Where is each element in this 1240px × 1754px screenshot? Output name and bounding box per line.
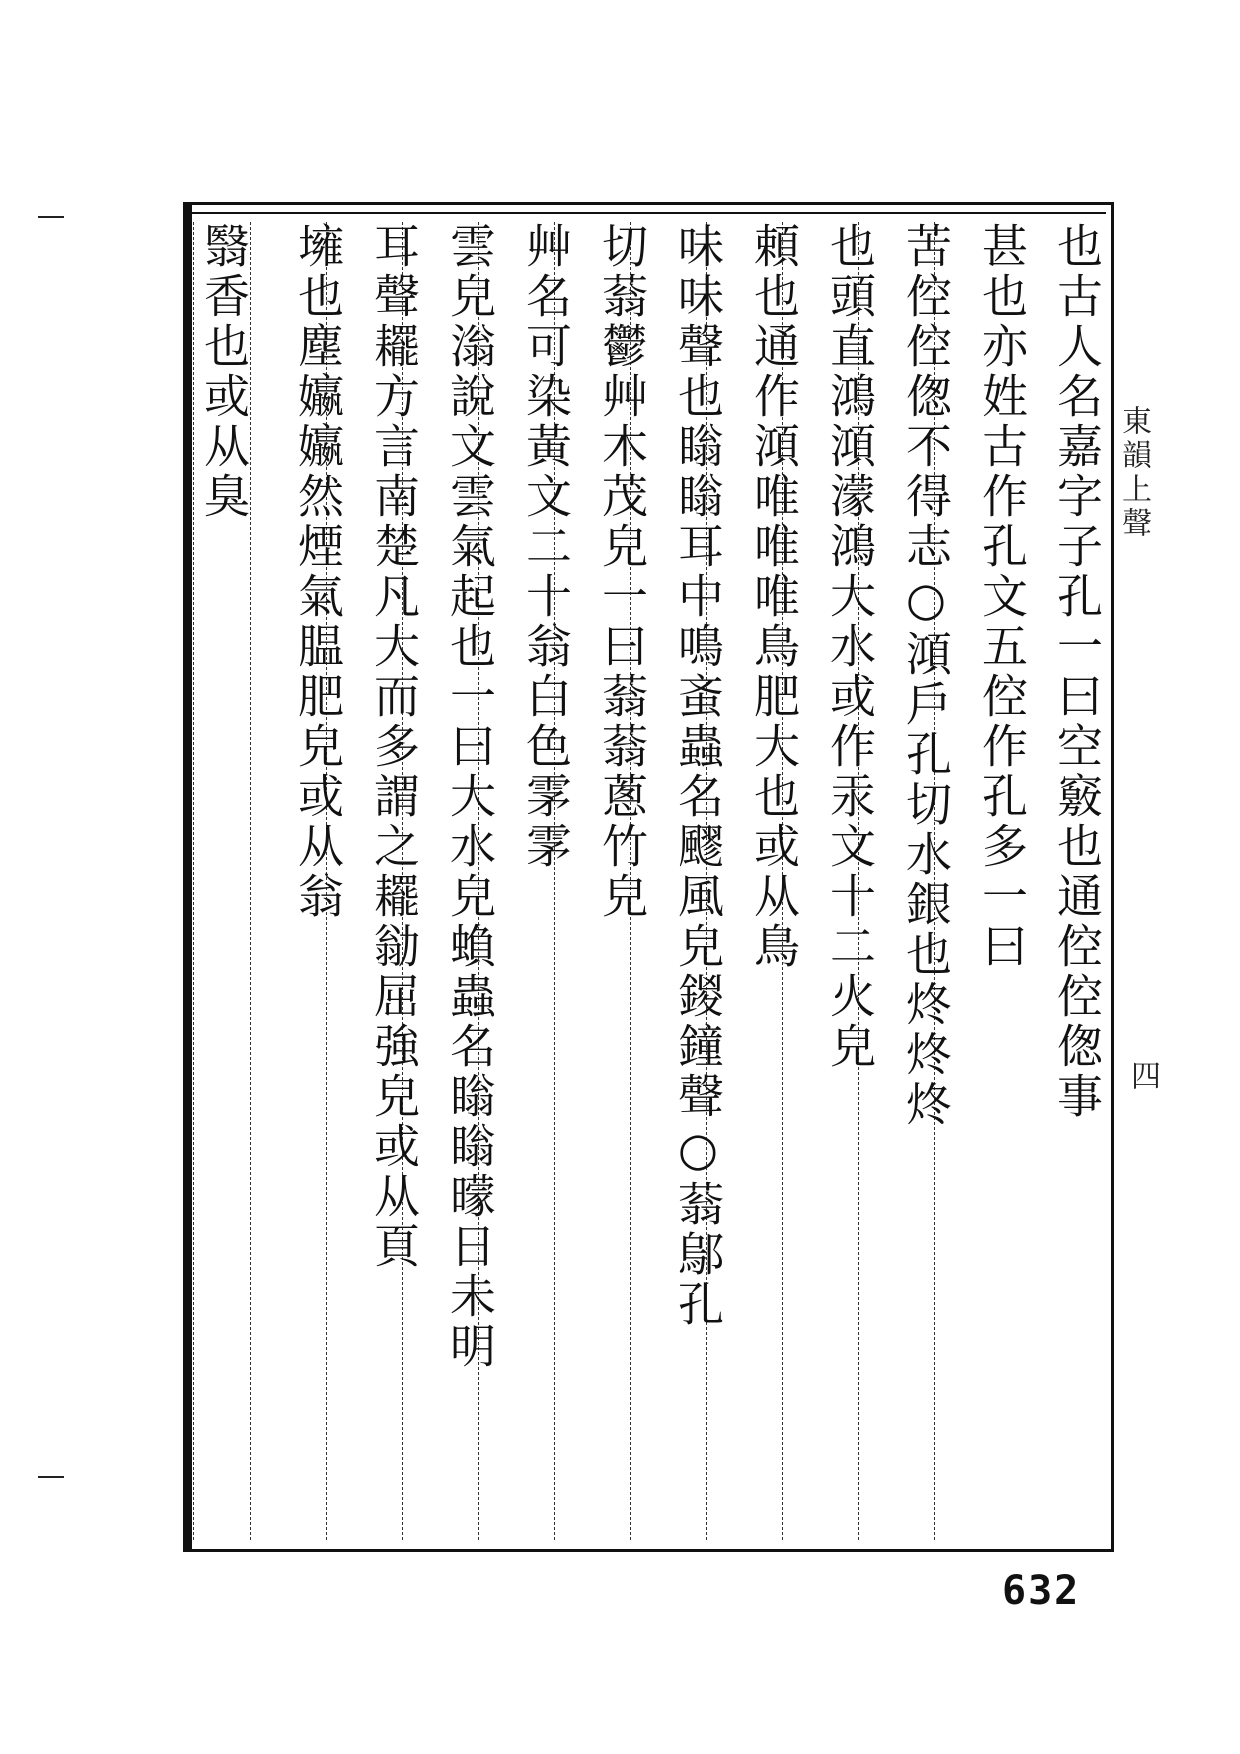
column-text: 也古人名嘉字子孔一曰空竅也通倥倥偬事 [1050,222,1104,1122]
column-text: 雲皃滃說文雲氣起也一曰大水皃蝜蟲名瞈瞈曚日未明 [443,222,497,1372]
page-number: 632 [1002,1568,1081,1614]
margin-tick-upper [38,216,64,218]
column-text: 苦倥倥偬不得志○澒戶孔切水銀也炵炵炵 [899,222,953,1130]
column-text: 切蓊鬱艸木茂皃一曰蓊蓊蔥竹皃 [595,222,649,922]
text-column [193,222,251,1540]
column-text: 耳聲䎱方言南楚凡大而多謂之䎱勜屈強皃或从頁 [367,222,421,1272]
text-column [250,222,347,1540]
column-text: 翳香也或从臭 [197,222,251,522]
column-text: 艸名可染黃文二十翁白色雺雺 [519,222,573,872]
column-text: 㙲也塵㜲㜲然煙氣腽肥皃或从翁 [291,222,345,922]
margin-tick-lower [38,1476,64,1478]
section-side-note: 東韻上聲 [1116,405,1151,541]
column-text: 頼也通作澒唯唯唯鳥肥大也或从鳥 [747,222,801,972]
column-text: 甚也亦姓古作孔文五倥作孔多一曰 [975,222,1029,972]
side-mark: 四 [1125,1060,1160,1090]
inner-border-rule [183,212,1106,214]
column-text: 也頭直鴻澒濛鴻大水或作汞文十二火皃 [823,222,877,1072]
column-text: 味味聲也瞈瞈耳中鳴蚉蟲名飂風皃鍐鐘聲○蓊鄔孔 [671,222,725,1330]
